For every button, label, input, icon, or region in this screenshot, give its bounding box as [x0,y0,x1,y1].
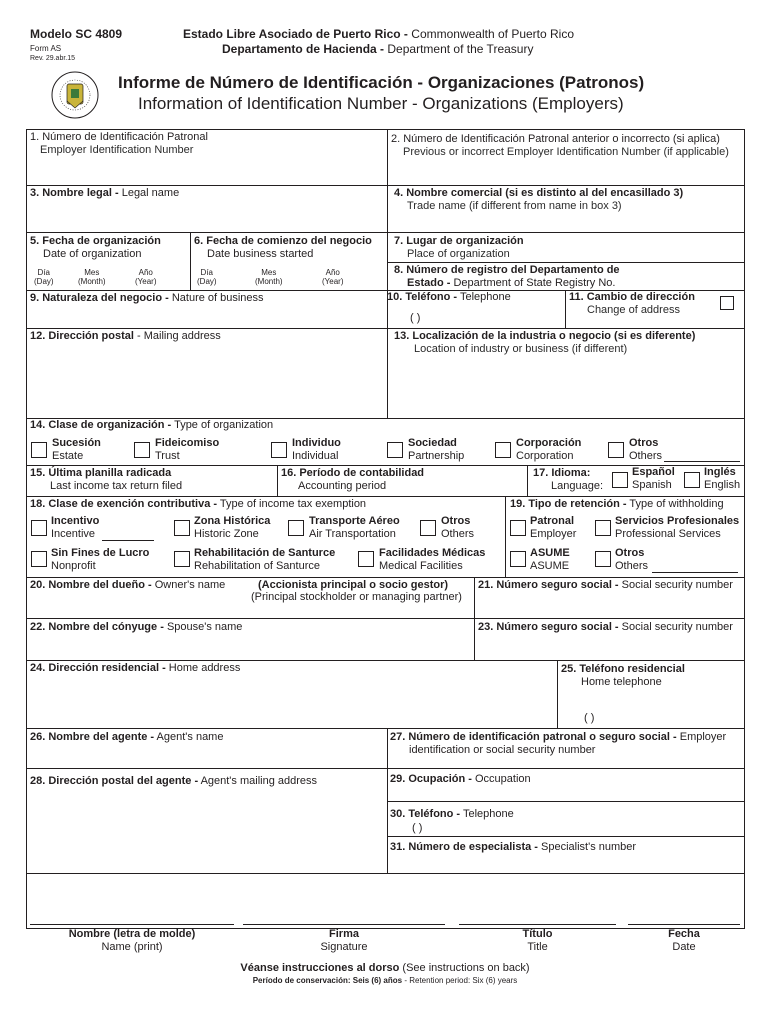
organization-type-label-en: Type of organization [174,419,274,431]
month-label-en: (Month) [255,277,283,287]
year-label-en: (Year) [322,277,344,287]
historic-zone-label: Zona Histórica [194,515,271,527]
others-org-label-en: Others [629,449,663,462]
mailing-address-label: 12. Dirección postal [30,330,134,342]
spanish-checkbox[interactable] [612,472,628,488]
signature-label: Firma [329,928,359,940]
others-withholding-label-en: Others [615,559,649,572]
form-as: Form AS [30,44,62,53]
agent-telephone-area-code: ( ) [412,822,423,834]
agent-mailing-address-label-en: Agent's mailing address [200,775,318,787]
agent-telephone-field[interactable] [390,808,514,821]
telephone-field[interactable] [387,291,511,304]
legal-name-label-en: Legal name [121,187,180,199]
month-label: Mes [84,268,100,277]
trust-label-en: Trust [155,449,180,462]
state-registry-label: 8. Número de registro del Departamento de [394,264,620,276]
santurce-rehab-label-en: Rehabilitation of Santurce [194,559,320,572]
others-exemption-label-en: Others [441,527,475,540]
owner-name-label: 20. Nombre del dueño - [30,579,152,591]
nonprofit-checkbox[interactable] [31,551,47,567]
form-id: Modelo SC 4809 [30,27,123,41]
air-transportation-checkbox[interactable] [288,520,304,536]
place-of-organization-field[interactable] [394,235,524,260]
month-label: Mes [261,268,277,277]
change-of-address-label-en: Change of address [587,303,680,316]
others-org-checkbox[interactable] [608,442,624,458]
legal-name-label: 3. Nombre legal - [30,187,119,199]
nature-of-business-label: 9. Naturaleza del negocio - [30,292,169,304]
print-name-line[interactable] [30,924,234,925]
historic-zone-label-en: Historic Zone [194,527,259,540]
home-address-field[interactable] [30,662,240,675]
accounting-period-label-en: Accounting period [298,479,387,492]
trade-name-label-en: Trade name (if different from name in box 3) [407,199,622,212]
instructions-en: (See instructions on back) [402,962,530,974]
state-registry-label-2: Estado - [407,276,451,289]
state-registry-field[interactable] [394,264,620,289]
owner-ssn-field[interactable] [478,579,733,592]
home-telephone-area-code: ( ) [584,712,595,724]
others-org-label: Otros [629,437,659,449]
home-address-label-en: Home address [168,662,241,674]
instructions-es: Véanse instrucciones al dorso [240,962,400,974]
owner-note [258,579,448,592]
day-label-en: (Day) [34,277,54,287]
business-start-date-field[interactable] [194,235,372,260]
business-location-label-en: Location of industry or business (if different) [414,342,628,355]
trade-name-field[interactable] [394,187,683,212]
mailing-address-field[interactable] [30,330,221,343]
state-registry-label-en: Department of State Registry No. [453,276,616,289]
air-transportation-label-en: Air Transportation [309,527,396,540]
change-of-address-label: 11. Cambio de dirección [569,291,695,303]
occupation-label-en: Occupation [474,773,531,785]
date-label: Fecha [668,928,700,940]
individual-checkbox[interactable] [271,442,287,458]
revision-date: Rev. 29.abr.15 [30,55,76,62]
corporation-checkbox[interactable] [495,442,511,458]
spouse-name-field[interactable] [30,621,242,634]
estate-label-en: Estate [52,449,84,462]
telephone-area-code: ( ) [410,312,421,324]
partnership-label-en: Partnership [408,449,465,462]
employer-id-label: 1. Número de Identificación Patronal [30,131,208,143]
owner-name-label-en: Owner's name [154,579,226,591]
owner-ssn-label-en: Social security number [621,579,733,591]
estate-checkbox[interactable] [31,442,47,458]
change-of-address-checkbox[interactable] [720,296,734,310]
professional-services-checkbox[interactable] [595,520,611,536]
signature-caption [243,928,445,953]
title-caption [459,928,616,953]
exemption-type-label-en: Type of income tax exemption [219,498,367,510]
employer-withholding-label: Patronal [530,515,575,527]
trust-label: Fideicomiso [155,437,220,449]
professional-services-label-en: Professional Services [615,527,721,540]
trade-name-label: 4. Nombre comercial (si es distinto al del encasillado 3) [394,187,684,199]
spouse-name-label-en: Spouse's name [166,621,243,633]
dept-es: Departamento de Hacienda - [222,42,385,56]
english-label: Inglés [704,466,736,478]
agent-id-label-en: Employer [679,731,727,743]
santurce-rehab-checkbox[interactable] [174,551,190,567]
organization-type-label: 14. Clase de organización - [30,419,172,431]
individual-label: Individuo [292,437,341,449]
change-of-address-field[interactable] [569,291,695,316]
agent-id-field[interactable] [390,731,726,756]
nonprofit-label: Sin Fines de Lucro [51,547,150,559]
organization-date-label: 5. Fecha de organización [30,235,161,247]
individual-label-en: Individual [292,449,339,462]
professional-services-label: Servicios Profesionales [615,515,740,527]
owner-note-es: (Accionista principal o socio gestor) [258,579,449,591]
agency-es: Estado Libre Asociado de Puerto Rico - [183,27,408,41]
place-of-organization-label: 7. Lugar de organización [394,235,524,247]
agent-mailing-address-field[interactable] [30,775,317,788]
others-withholding-label: Otros [615,547,645,559]
others-withholding-line[interactable] [652,572,738,573]
print-name-caption [30,928,234,953]
agent-name-field[interactable] [30,731,223,744]
year-label-en: (Year) [135,277,157,287]
owner-note-en: (Principal stockholder or managing partner) [251,591,462,603]
business-location-label: 13. Localización de la industria o negocio (si es diferente) [394,330,696,342]
telephone-label-en: Telephone [459,291,511,303]
business-location-field[interactable] [394,330,695,355]
spouse-ssn-label: 23. Número seguro social - [478,621,619,633]
medical-facilities-label-en: Medical Facilities [379,559,463,572]
occupation-label: 29. Ocupación - [390,773,472,785]
santurce-rehab-label: Rehabilitación de Santurce [194,547,336,559]
home-telephone-label: 25. Teléfono residencial [561,663,685,675]
incentive-checkbox[interactable] [31,520,47,536]
language-label-en: Language: [551,479,603,492]
nature-of-business-label-en: Nature of business [171,292,264,304]
asume-label-en: ASUME [530,559,570,572]
trust-checkbox[interactable] [134,442,150,458]
spouse-ssn-label-en: Social security number [621,621,733,633]
date-line[interactable] [628,924,740,925]
date-caption [628,928,740,953]
retention-es: Período de conservación: Seis (6) años [252,976,403,985]
print-name-label: Nombre (letra de molde) [68,928,196,940]
medical-facilities-label: Facilidades Médicas [379,547,486,559]
date-label-en: Date [672,940,696,953]
incentive-label-en: Incentive [51,527,96,540]
organization-date-field[interactable] [30,235,161,260]
telephone-label: 10. Teléfono - [387,291,458,303]
others-org-line[interactable] [664,461,740,462]
legal-name-field[interactable] [30,187,179,200]
employer-withholding-label-en: Employer [530,527,577,540]
others-withholding-checkbox[interactable] [595,551,611,567]
specialist-number-label-en: Specialist's number [541,841,637,853]
dept-en: Department of the Treasury [387,42,534,56]
occupation-field[interactable] [390,773,531,786]
title-label-en: Title [527,940,548,953]
day-label: Día [37,268,50,277]
withholding-type-label-en: Type of withholding [629,498,724,510]
business-start-date-label: 6. Fecha de comienzo del negocio [194,235,372,247]
title-line[interactable] [459,924,616,925]
year-label: Año [138,268,153,277]
home-telephone-field[interactable] [561,663,685,688]
exemption-type-heading [30,498,366,511]
agent-mailing-address-label: 28. Dirección postal del agente - [30,775,199,787]
organization-date-label-en: Date of organization [43,247,142,260]
agent-name-label-en: Agent's name [156,731,224,743]
spanish-label: Español [632,466,675,478]
asume-label: ASUME [530,547,570,559]
owner-ssn-label: 21. Número seguro social - [478,579,619,591]
language-label: 17. Idioma: [533,467,591,479]
employer-id-field[interactable] [30,131,208,156]
specialist-number-field[interactable] [390,841,636,854]
mailing-address-label-en: - Mailing address [137,330,221,342]
spouse-ssn-field[interactable] [478,621,733,634]
title-label: Título [522,928,553,940]
historic-zone-checkbox[interactable] [174,520,190,536]
spouse-name-label: 22. Nombre del cónyuge - [30,621,164,633]
employer-withholding-checkbox[interactable] [510,520,526,536]
organization-type-heading [30,419,273,432]
owner-name-field[interactable] [30,579,225,592]
last-return-label: 15. Última planilla radicada [30,467,172,479]
previous-employer-id-field[interactable] [391,133,729,158]
specialist-number-label: 31. Número de especialista - [390,841,538,853]
day-label-en: (Day) [197,277,217,287]
language-field [533,467,603,492]
withholding-type-label: 19. Tipo de retención - [510,498,627,510]
treasury-seal-icon [50,70,100,120]
agency-line [183,28,574,42]
page-title: Informe de Número de Identificación - Organizaciones (Patronos) [118,73,645,92]
nonprofit-label-en: Nonprofit [51,559,96,572]
agent-id-label-en-2: identification or social security number [409,743,596,756]
agent-telephone-label-en: Telephone [462,808,514,820]
others-exemption-checkbox[interactable] [420,520,436,536]
month-label-en: (Month) [78,277,106,287]
employer-id-label-en: Employer Identification Number [40,143,194,156]
partnership-checkbox[interactable] [387,442,403,458]
last-return-label-en: Last income tax return filed [50,479,183,492]
retention-en: - Retention period: Six (6) years [404,976,518,985]
previous-employer-id-label: 2. Número de Identificación Patronal anterior o incorrecto (si aplica) [391,133,720,145]
year-label: Año [325,268,340,277]
business-start-date-label-en: Date business started [207,247,314,260]
agency-en: Commonwealth of Puerto Rico [411,27,575,41]
print-name-label-en: Name (print) [101,940,163,953]
medical-facilities-checkbox[interactable] [358,551,374,567]
withholding-type-heading [510,498,724,511]
page-title-en: Information of Identification Number - Organizations (Employers) [138,94,624,113]
exemption-type-label: 18. Clase de exención contributiva - [30,498,218,510]
previous-employer-id-label-en: Previous or incorrect Employer Identification Number (if applicable) [403,145,729,158]
others-exemption-label: Otros [441,515,471,527]
asume-checkbox[interactable] [510,551,526,567]
english-checkbox[interactable] [684,472,700,488]
accounting-period-field[interactable] [281,467,424,492]
partnership-label: Sociedad [408,437,457,449]
nature-of-business-field[interactable] [30,292,264,305]
agent-name-label: 26. Nombre del agente - [30,731,155,743]
instructions-note [0,962,770,975]
home-telephone-label-en: Home telephone [581,675,662,688]
signature-label-en: Signature [320,940,368,953]
incentive-line[interactable] [102,540,154,541]
signature-line[interactable] [243,924,445,925]
incentive-label: Incentivo [51,515,100,527]
estate-label: Sucesión [52,437,101,449]
home-address-label: 24. Dirección residencial - [30,662,166,674]
corporation-label: Corporación [516,437,582,449]
spanish-label-en: Spanish [632,478,672,491]
place-of-organization-label-en: Place of organization [407,247,510,260]
agent-id-label: 27. Número de identificación patronal o seguro social - [390,731,677,743]
air-transportation-label: Transporte Aéreo [309,515,400,527]
agent-telephone-label: 30. Teléfono - [390,808,461,820]
english-label-en: English [704,478,741,491]
accounting-period-label: 16. Período de contabilidad [281,467,425,479]
corporation-label-en: Corporation [516,449,574,462]
retention-note [0,976,770,985]
day-label: Día [200,268,213,277]
department-line [222,43,533,57]
last-return-field[interactable] [30,467,182,492]
